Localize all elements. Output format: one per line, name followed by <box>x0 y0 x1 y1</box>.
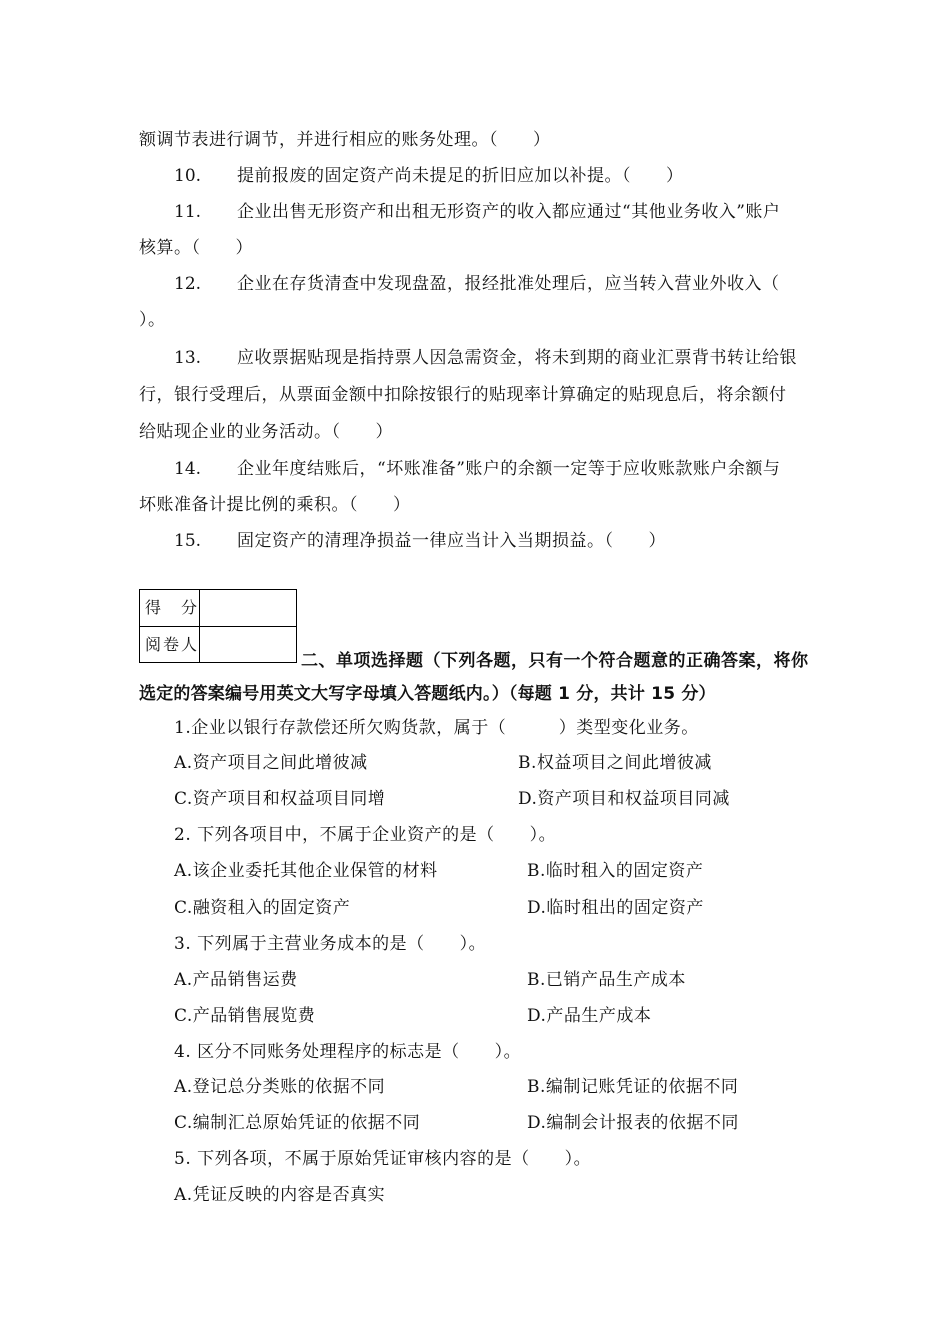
mc-q3-option-a: A.产品销售运费 <box>174 970 298 990</box>
tf-q15-text: 固定资产的清理净损益一律应当计入当期损益。（ ） <box>237 531 666 551</box>
tf-q11-number: 11. <box>174 202 202 222</box>
mc-q3-option-c: C.产品销售展览费 <box>174 1006 316 1026</box>
tf-q10-number: 10. <box>174 166 202 186</box>
mc-q1-option-b: B.权益项目之间此增彼减 <box>518 753 712 773</box>
reviewer-label: 阅卷人 <box>140 627 200 663</box>
tf-q14-line2: 坏账准备计提比例的乘积。（ ） <box>139 495 411 515</box>
mc-q2: 2. 下列各项目中，不属于企业资产的是（ ）。 <box>174 825 557 845</box>
tf-q11-line1: 企业出售无形资产和出租无形资产的收入都应通过“其他业务收入”账户 <box>237 202 781 222</box>
score-row <box>140 590 296 626</box>
tf-q14-line1: 企业年度结账后，“坏账准备”账户的余额一定等于应收账款账户余额与 <box>237 459 781 479</box>
tf-q13-line3: 给贴现企业的业务活动。（ ） <box>139 422 393 442</box>
mc-q4-option-a: A.登记总分类账的依据不同 <box>174 1077 386 1097</box>
tf-q9-continuation: 额调节表进行调节，并进行相应的账务处理。（ ） <box>139 130 551 150</box>
mc-q3: 3. 下列属于主营业务成本的是（ ）。 <box>174 934 487 954</box>
tf-q13-line1: 应收票据贴现是指持票人因急需资金，将未到期的商业汇票背书转让给银 <box>237 348 797 368</box>
score-box <box>139 589 297 663</box>
reviewer-row <box>140 626 296 663</box>
score-label: 得 分 <box>140 590 200 626</box>
score-cell <box>200 590 296 626</box>
mc-q5: 5. 下列各项，不属于原始凭证审核内容的是（ ）。 <box>174 1149 592 1169</box>
tf-q11-line2: 核算。（ ） <box>139 238 253 258</box>
mc-q2-option-d: D.临时租出的固定资产 <box>527 898 704 918</box>
mc-q3-option-b: B.已销产品生产成本 <box>527 970 686 990</box>
mc-q2-option-a: A.该企业委托其他企业保管的材料 <box>174 861 438 881</box>
reviewer-cell <box>200 627 296 663</box>
tf-q12-number: 12. <box>174 274 202 294</box>
mc-q3-option-d: D.产品生产成本 <box>527 1006 652 1026</box>
tf-q13-number: 13. <box>174 348 202 368</box>
mc-q4-option-c: C.编制汇总原始凭证的依据不同 <box>174 1113 421 1133</box>
tf-q12-line1: 企业在存货清查中发现盘盈，报经批准处理后，应当转入营业外收入（ <box>237 274 780 294</box>
mc-q5-option-a: A.凭证反映的内容是否真实 <box>174 1185 386 1205</box>
tf-q12-line2: ）。 <box>139 310 166 330</box>
mc-q1-option-c: C.资产项目和权益项目同增 <box>174 789 386 809</box>
mc-q2-option-b: B.临时租入的固定资产 <box>527 861 704 881</box>
section2-title-line1: 二、单项选择题（下列各题，只有一个符合题意的正确答案，将你 <box>301 651 809 671</box>
mc-q2-option-c: C.融资租入的固定资产 <box>174 898 351 918</box>
mc-q1-option-d: D.资产项目和权益项目同减 <box>518 789 730 809</box>
mc-q1-option-a: A.资产项目之间此增彼减 <box>174 753 368 773</box>
tf-q15-number: 15. <box>174 531 202 551</box>
tf-q14-number: 14. <box>174 459 202 479</box>
tf-q10-text: 提前报废的固定资产尚未提足的折旧应加以补提。（ ） <box>237 166 684 186</box>
mc-q4-option-b: B.编制记账凭证的依据不同 <box>527 1077 739 1097</box>
mc-q1: 1.企业以银行存款偿还所欠购货款，属于（ ）类型变化业务。 <box>174 718 699 738</box>
tf-q13-line2: 行，银行受理后，从票面金额中扣除按银行的贴现率计算确定的贴现息后，将余额付 <box>139 385 787 405</box>
section2-title-line2: 选定的答案编号用英文大写字母填入答题纸内。）（每题 1 分，共计 15 分） <box>139 684 716 704</box>
mc-q4-option-d: D.编制会计报表的依据不同 <box>527 1113 739 1133</box>
mc-q4: 4. 区分不同账务处理程序的标志是（ ）。 <box>174 1042 522 1062</box>
